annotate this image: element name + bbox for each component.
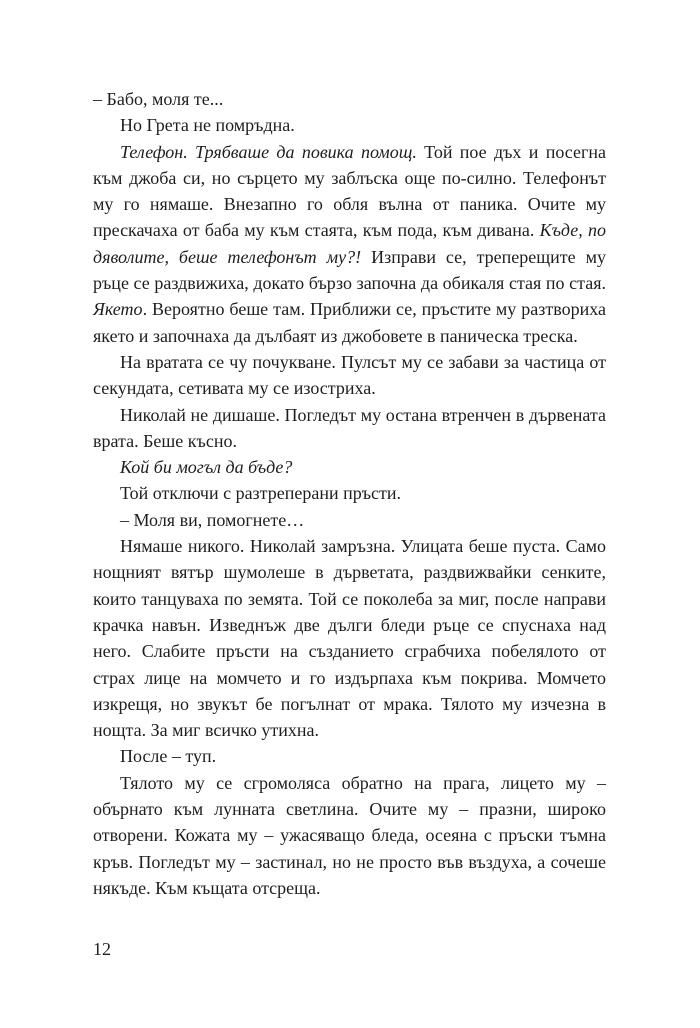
text-run: Нямаше никого. Николай замръзна. Улицата беше пуста. Само нощният вятър шумолеше в дърветата, раздвижвайки сенките, които танцуваха по земята. Той се поколеба за миг, после направи крачка навън. Изведнъж две дълги бледи ръце се спуснаха над него. Слабите пръсти на създанието сграбчиха побелялото от страх лице на момчето и го издърпаха към покрива. Момчето изкрещя, но звукът бе погълнат от мрака. Тялото му изчезна в нощта. За миг всичко утихна. — [93, 536, 606, 741]
text-run: – Моля ви, помогнете… — [120, 509, 305, 530]
paragraph — [93, 139, 606, 349]
paragraph — [93, 86, 606, 112]
paragraph — [93, 507, 606, 533]
text-run: На вратата се чу почукване. Пулсът му се забави за частица от секундата, сетивата му се изостриха. — [93, 351, 606, 399]
italic-text-run: Телефон. Трябваше да повика помощ. — [120, 141, 417, 162]
text-run: Но Грета не помръдна. — [120, 115, 295, 136]
paragraph — [93, 770, 606, 901]
paragraph — [93, 349, 606, 402]
text-run: Изправи се, треперещите му ръце се раздвижиха, докато бързо започна да обикаля стая по стая. — [93, 246, 606, 294]
italic-text-run: Якето — [93, 299, 143, 320]
text-run: Той пое дъх и посегна към джоба си, но сърцето му заблъска още по-силно. Телефонът му го нямаше. Внезапно го обля вълна от паника. Очите му прескачаха от баба му към стаята, към пода, към дивана. — [93, 141, 607, 241]
text-run: После – туп. — [120, 746, 217, 767]
italic-text-run: Кой би могъл да бъде? — [120, 457, 293, 478]
text-run: Тялото му се сгромоляса обратно на прага, лицето му – обърнато към лунната светлина. Очите му – празни, широко отворени. Кожата му – ужасяващо бледа, осеяна с пръски тъмна кръв. Погледът му – застинал, но не просто във въздуха, а сочеше някъде. Към къщата отсреща. — [93, 772, 606, 898]
text-run: Николай не дишаше. Погледът му остана втренчен в дървената врата. Беше късно. — [93, 404, 606, 451]
text-run: – Бабо, моля те... — [93, 89, 224, 109]
paragraph — [93, 533, 606, 743]
paragraph — [93, 454, 606, 480]
paragraph — [93, 112, 606, 138]
text-run: . Вероятно беше там. Приближи се, пръстите му разтвориха якето и започнаха да дълбаят из джобовете в паническа треска. — [93, 299, 606, 346]
paragraph — [93, 743, 606, 769]
paragraph — [93, 402, 606, 455]
paragraph — [93, 480, 606, 506]
page-number: 12 — [93, 939, 111, 959]
page-body-text — [93, 86, 606, 901]
text-run: Той отключи с разтреперани пръсти. — [120, 483, 402, 504]
italic-text-run: Къде, по дяволите, беше телефонът му?! — [93, 220, 606, 267]
